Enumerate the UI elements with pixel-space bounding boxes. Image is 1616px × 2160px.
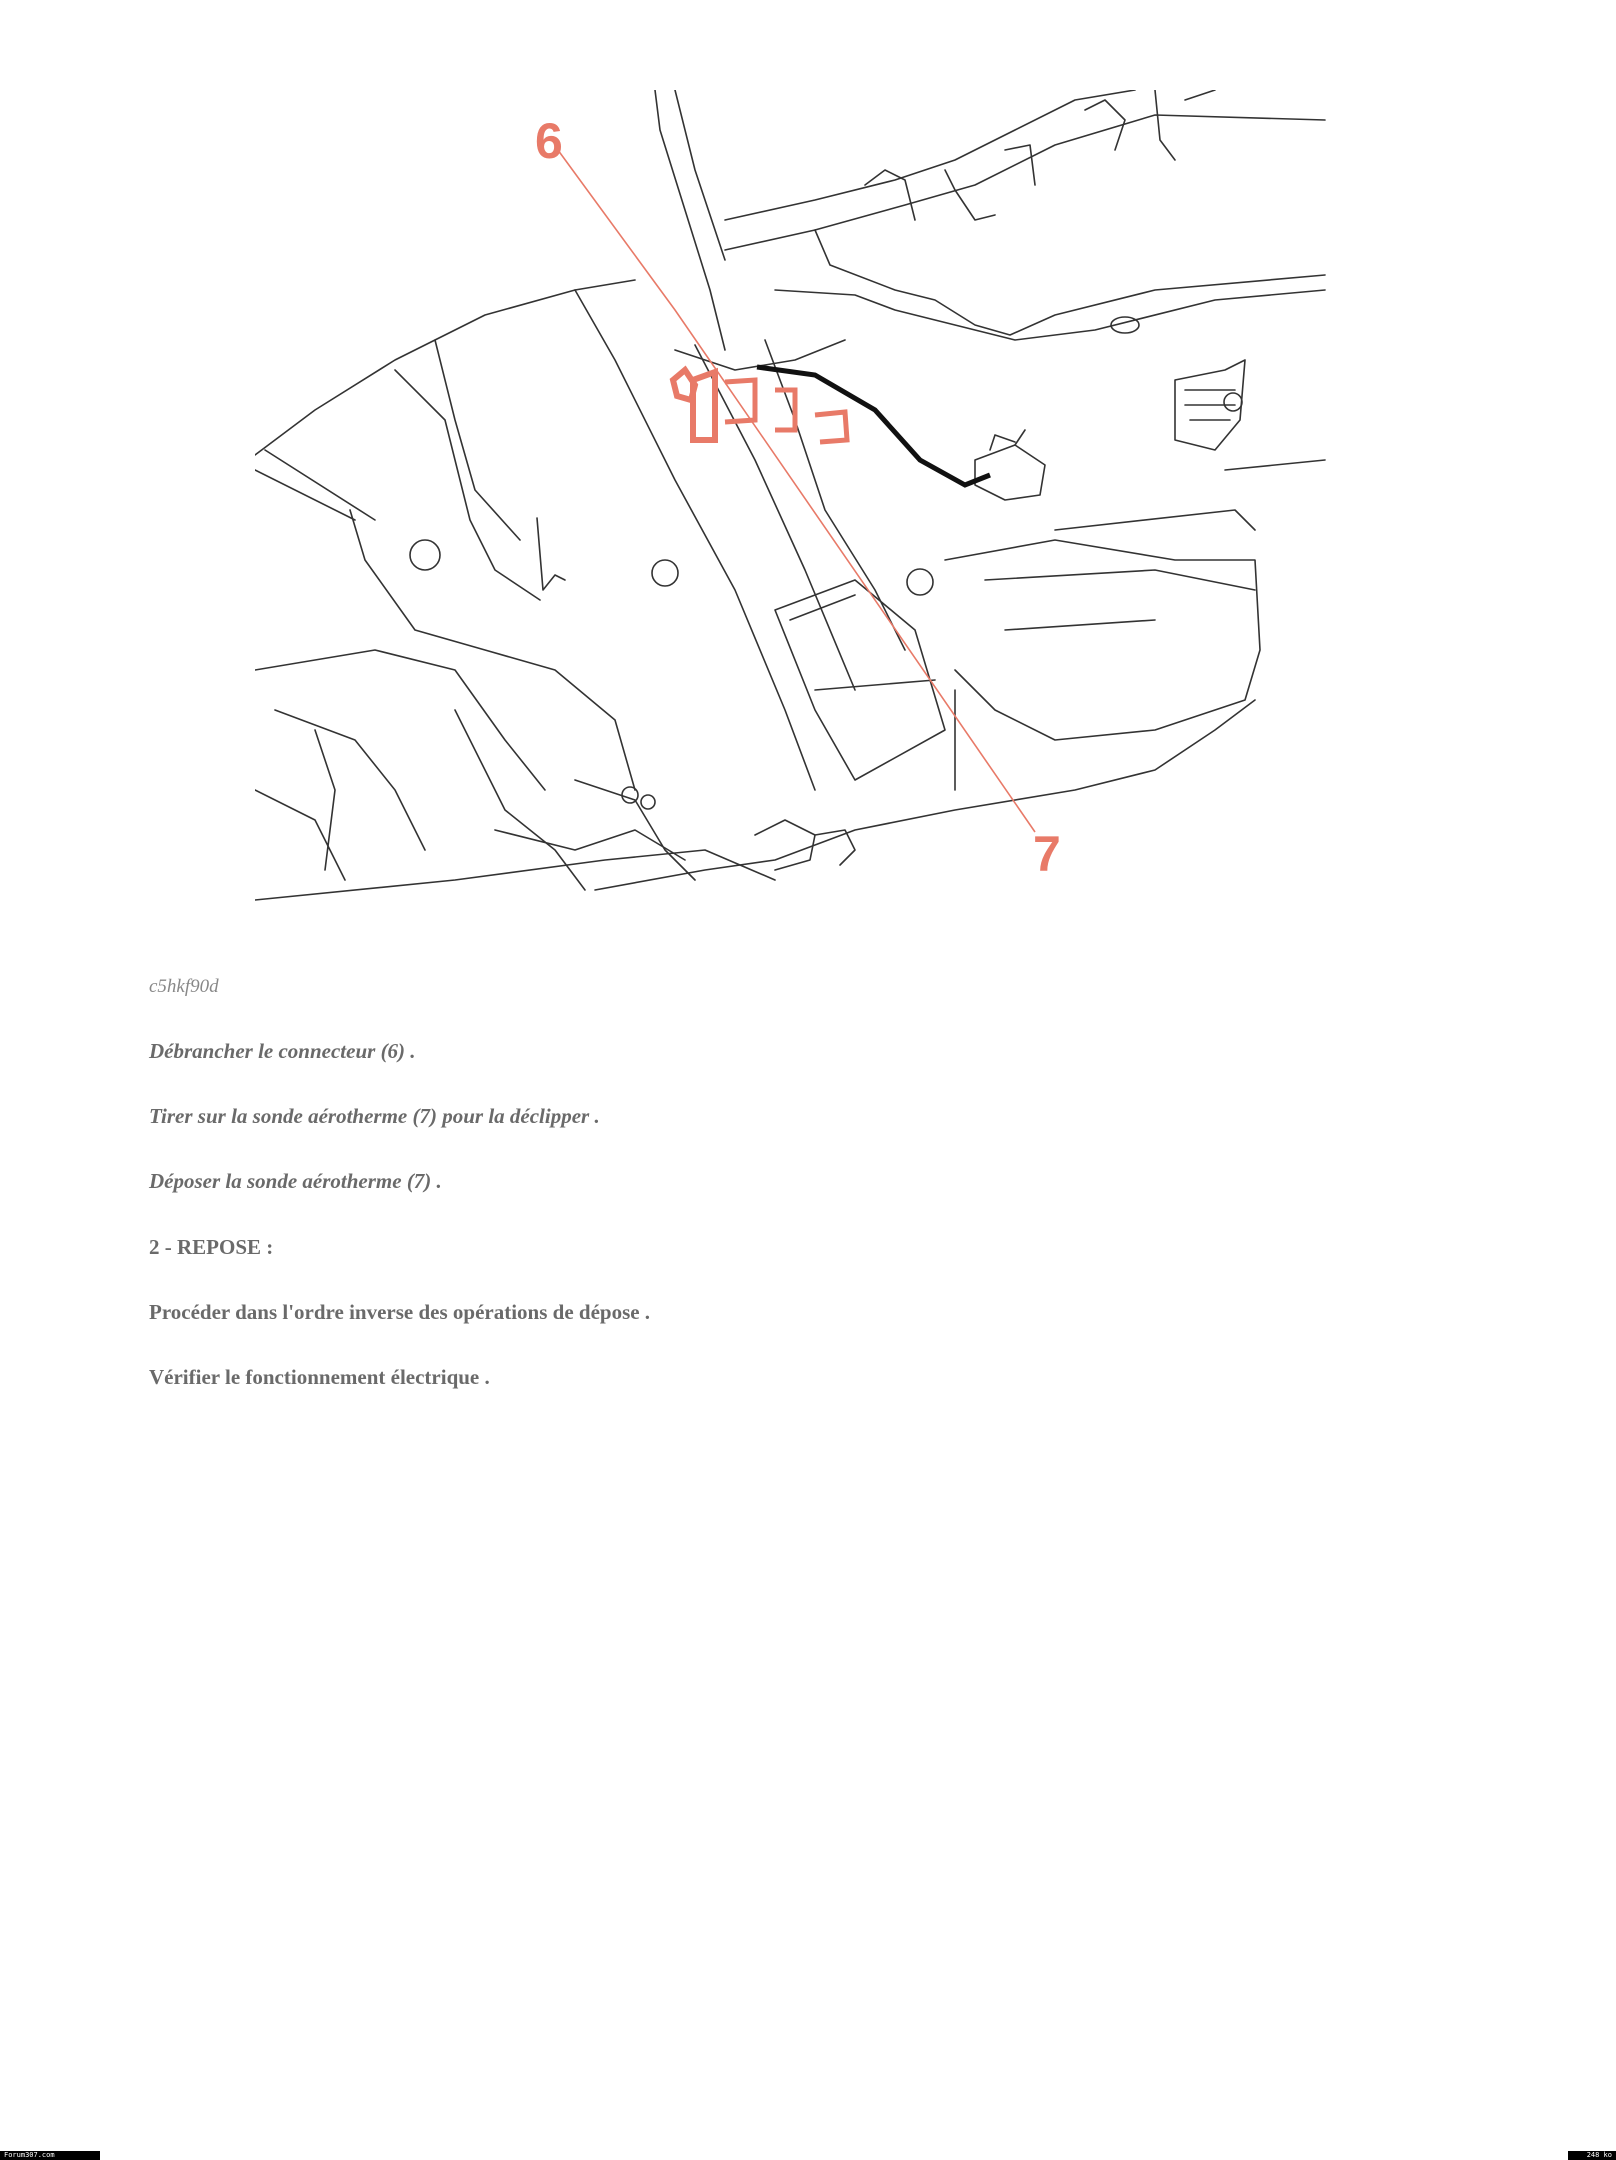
step-disconnect-connector: Débrancher le connecteur (6) . bbox=[149, 1039, 416, 1063]
callout-7: 7 bbox=[1033, 826, 1061, 882]
step-pull-sensor: Tirer sur la sonde aérotherme (7) pour la déclipper . bbox=[149, 1104, 600, 1128]
footer-source: Forum307.com bbox=[0, 2151, 100, 2160]
footer-file-size: 248 ko bbox=[1568, 2151, 1616, 2160]
step-check-electrical: Vérifier le fonctionnement électrique . bbox=[149, 1365, 490, 1389]
technical-drawing bbox=[255, 90, 1335, 905]
step-reverse-order: Procéder dans l'ordre inverse des opérations de dépose . bbox=[149, 1300, 651, 1324]
figure-caption: c5hkf90d bbox=[149, 976, 219, 997]
section-heading-repose: 2 - REPOSE : bbox=[149, 1235, 274, 1259]
step-remove-sensor: Déposer la sonde aérotherme (7) . bbox=[149, 1169, 442, 1193]
callout-6: 6 bbox=[535, 113, 563, 169]
